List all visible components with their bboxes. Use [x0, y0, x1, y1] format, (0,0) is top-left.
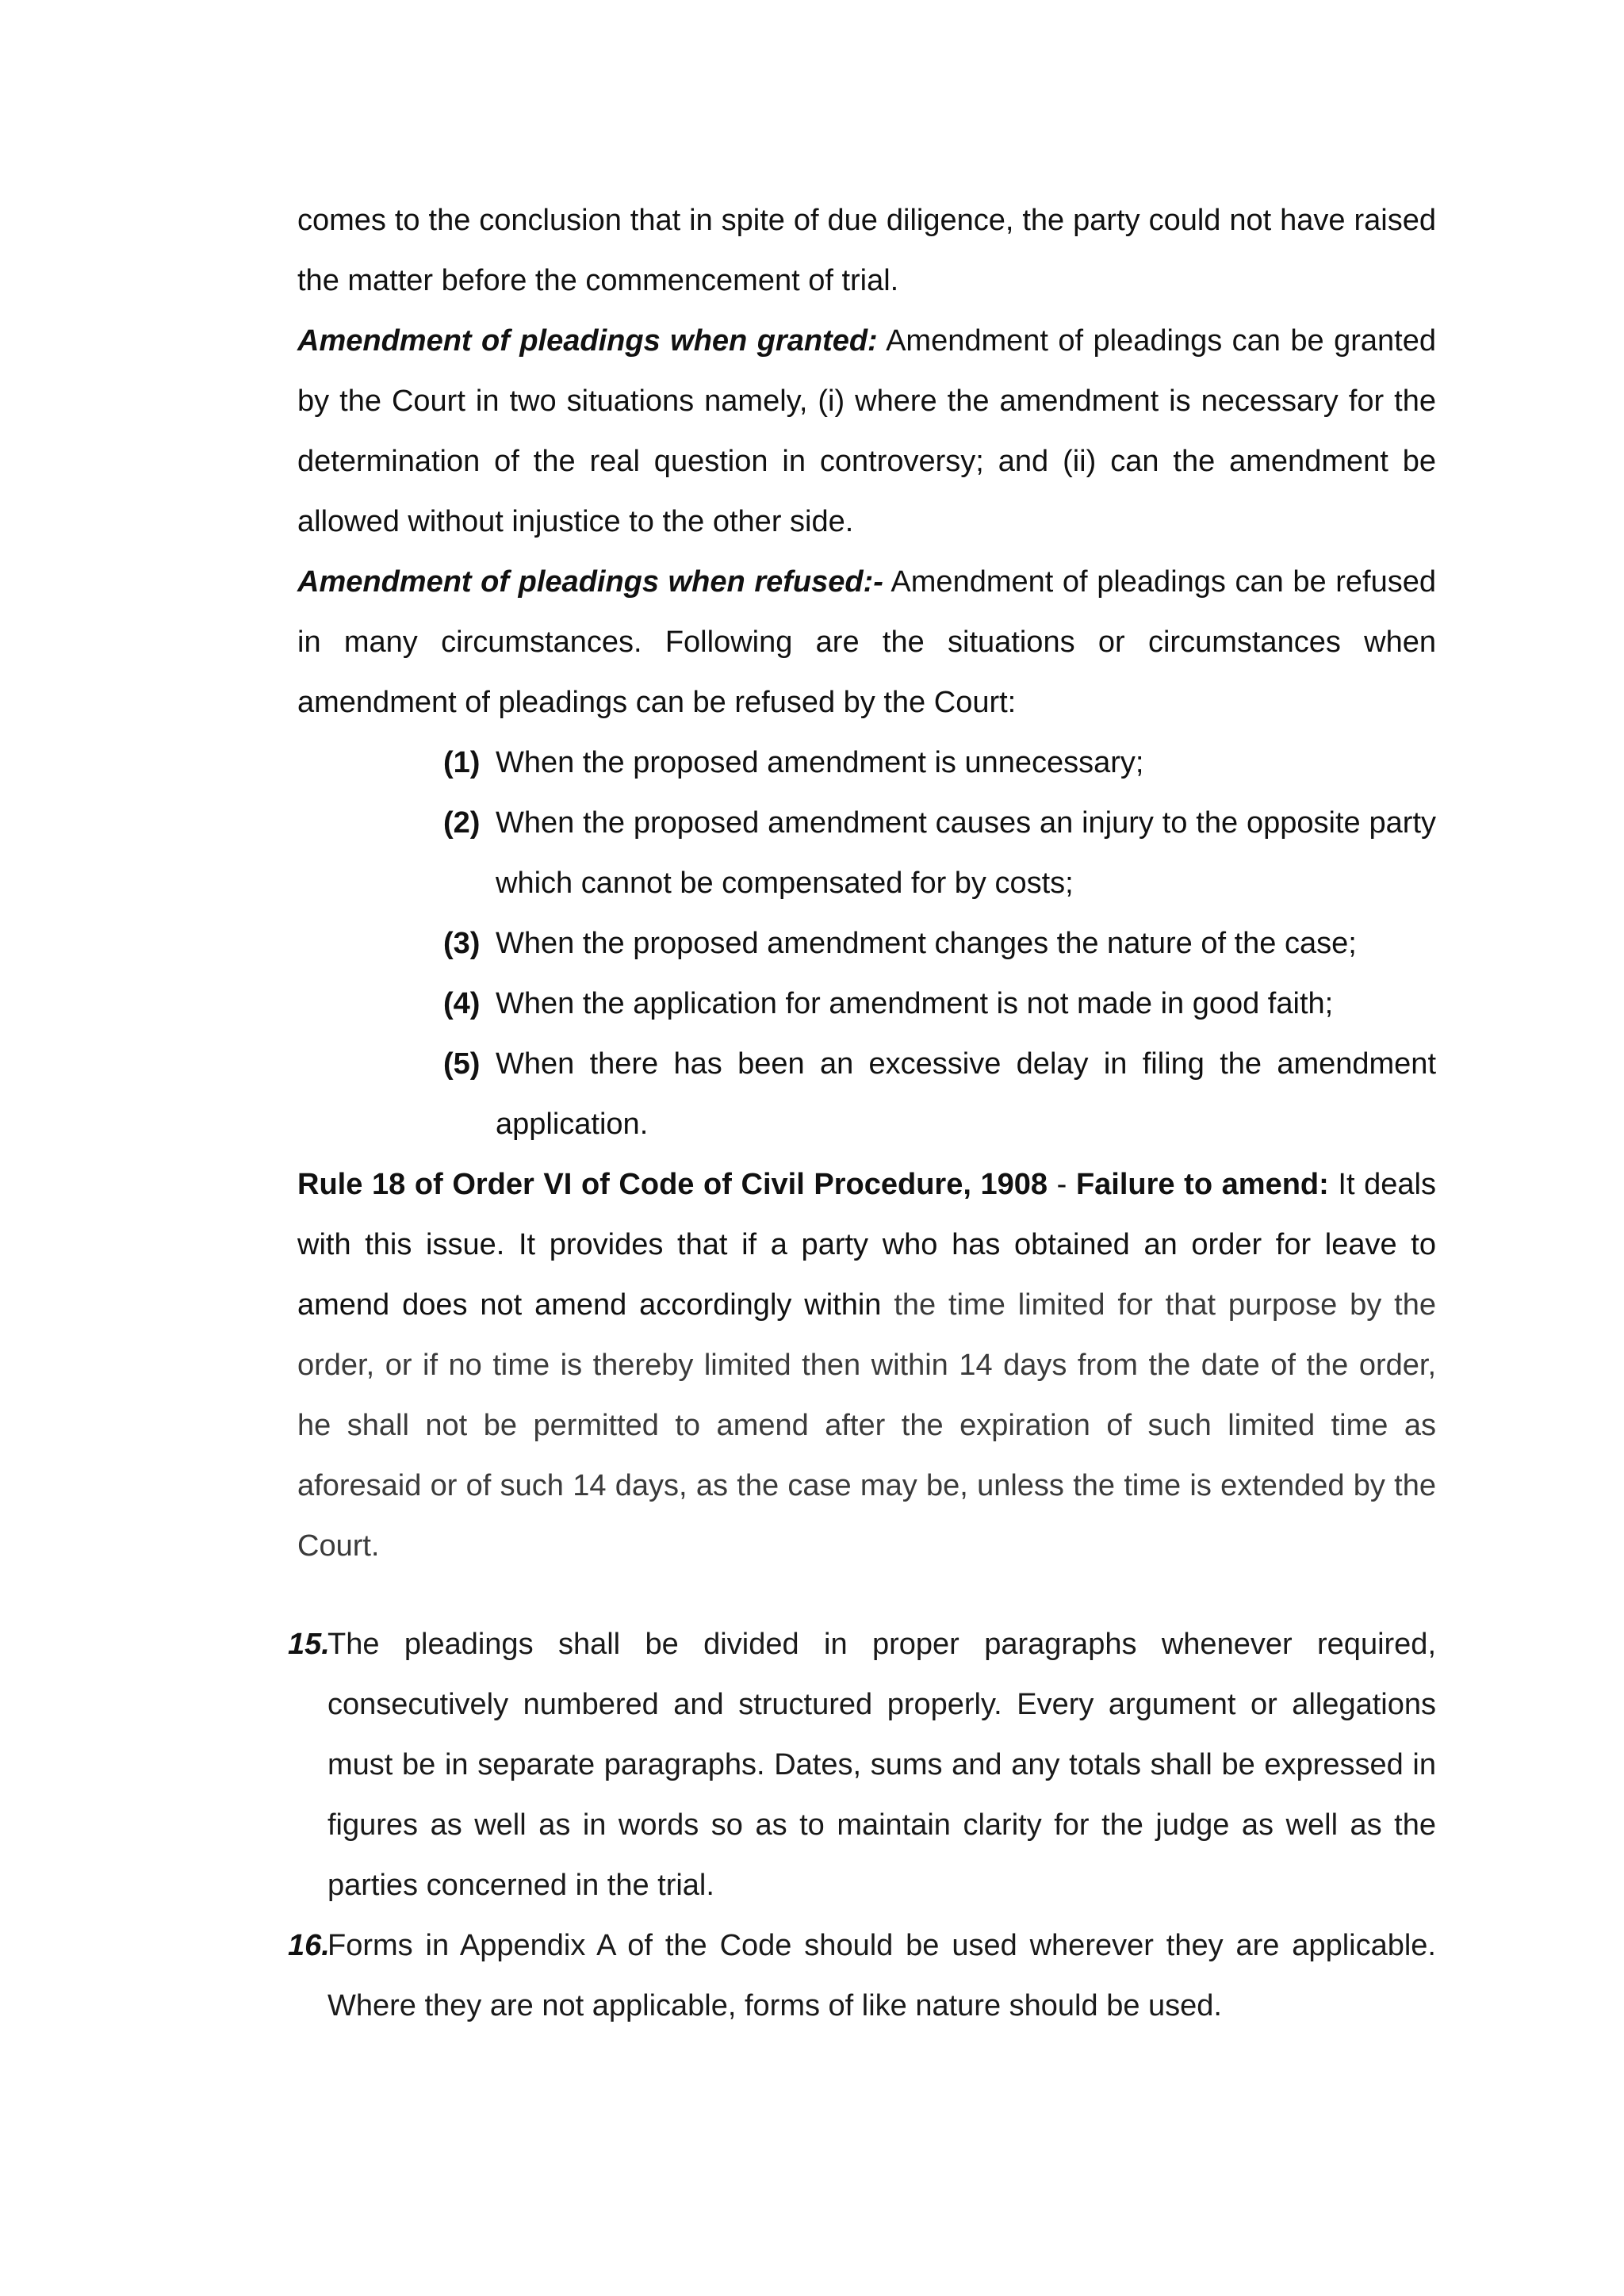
rule18-text: It deals with this issue. It provides that if a party who has obtained an order for leave to amend does not amend accordingly within	[297, 1168, 1436, 1322]
list-item-number: (2)	[443, 806, 481, 840]
rule18-heading: Failure to amend:	[1075, 1168, 1329, 1201]
refused-text: Amendment of pleadings can be refused in many circumstances. Following are the situations or circumstances when amendment of pleadings can be refused by the Court:	[297, 565, 1436, 719]
refused-paragraph	[297, 552, 1436, 733]
list-item-number: (5)	[443, 1047, 481, 1081]
rule18-text-continued: the time limited for that purpose by the order, or if no time is thereby limited then within 14 days from the date of the order, he shall not be permitted to amend after the expiration of such limited time as aforesaid or of such 14 days, as the case may be, unless the time is extended by the Court.	[297, 1288, 1437, 1563]
numbered-points-list	[288, 1614, 1436, 2036]
point-number: 15.	[288, 1628, 330, 1661]
point-text: The pleadings shall be divided in proper paragraphs whenever required, consecutively numbered and structured properly. Every argument or allegations must be in separate paragraphs. Dates, sums and any totals shall be expressed in figures as well as in words so as to maintain clarity for the judge as well as the parties concerned in the trial.	[327, 1628, 1436, 1902]
numbered-point	[288, 1915, 1436, 2036]
list-item-number: (4)	[443, 987, 481, 1020]
list-item-text: When the proposed amendment is unnecessary;	[496, 746, 1144, 779]
rule18-paragraph	[297, 1154, 1436, 1576]
list-item	[297, 913, 1436, 974]
granted-heading: Amendment of pleadings when granted:	[297, 324, 878, 358]
granted-paragraph	[297, 311, 1436, 552]
page-content	[288, 190, 1437, 2036]
refusal-list	[297, 733, 1436, 1154]
list-item-text: When the proposed amendment causes an injury to the opposite party which cannot be compensated for by costs;	[496, 806, 1436, 900]
point-number: 16.	[288, 1929, 330, 1962]
list-item	[297, 733, 1436, 793]
intro-paragraph	[297, 190, 1436, 311]
list-item	[297, 793, 1436, 913]
list-item	[297, 1034, 1436, 1154]
rule18-separator: -	[1048, 1168, 1076, 1201]
list-item-text: When the proposed amendment changes the nature of the case;	[496, 927, 1357, 960]
point-text: Forms in Appendix A of the Code should be used wherever they are applicable. Where they are not applicable, forms of like nature should be used.	[327, 1929, 1436, 2022]
refused-heading: Amendment of pleadings when refused:-	[297, 565, 883, 599]
list-item-number: (3)	[443, 927, 481, 960]
intro-text: comes to the conclusion that in spite of due diligence, the party could not have raised the matter before the commencement of trial.	[297, 204, 1436, 297]
list-item-number: (1)	[443, 746, 481, 779]
numbered-point	[288, 1614, 1436, 1915]
list-item-text: When the application for amendment is not made in good faith;	[496, 987, 1334, 1020]
list-item-text: When there has been an excessive delay in filing the amendment application.	[496, 1047, 1436, 1141]
list-item	[297, 974, 1436, 1034]
rule18-reference: Rule 18 of Order VI of Code of Civil Procedure, 1908	[297, 1168, 1048, 1201]
granted-text: Amendment of pleadings can be granted by the Court in two situations namely, (i) where the amendment is necessary for the determination of the real question in controversy; and (ii) can the amendment be allowed without injustice to the other side.	[297, 324, 1436, 538]
